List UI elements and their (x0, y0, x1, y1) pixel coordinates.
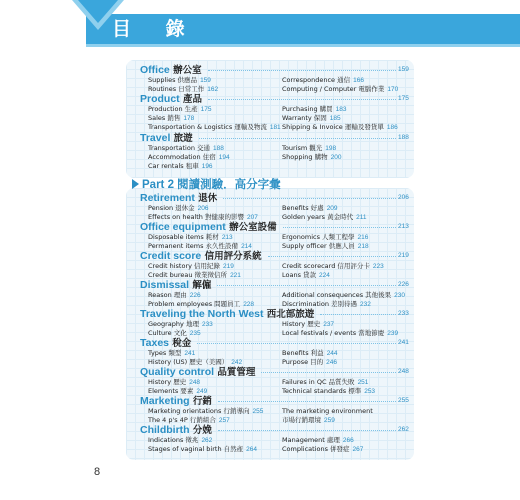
entry-label: Shipping & Invoice 運輸及發貨單 (282, 123, 384, 131)
section-title-zh: 辦公室 (169, 65, 202, 76)
section-title-en: Marketing (140, 395, 190, 407)
entry-page-number: 219 (223, 263, 234, 270)
toc-entry[interactable] (282, 407, 373, 416)
entry-label: Ergonomics 人類工程學 (282, 233, 355, 241)
entry-page-number: 267 (352, 446, 364, 453)
entry-page-number: 218 (357, 243, 369, 250)
toc-entry[interactable] (282, 123, 398, 132)
entry-page-number: 198 (325, 145, 337, 152)
section-title-zh: 分娩 (189, 425, 212, 436)
entry-label: Culture 文化 (148, 329, 187, 337)
entry-page-number: 162 (207, 86, 219, 93)
entry-label: Disposable items 耗材 (148, 233, 219, 241)
entry-page-number: 246 (326, 359, 338, 366)
toc-entry[interactable] (282, 144, 336, 153)
entry-page-number: 159 (200, 77, 211, 84)
entry-page-number: 185 (329, 115, 341, 122)
toc-entry[interactable] (282, 204, 338, 213)
section-page-number: 241 (398, 339, 409, 346)
entry-label: Transportation & Logistics 運輸及物流 (148, 123, 267, 131)
toc-entry[interactable] (282, 153, 341, 162)
section-title-zh: 行銷 (189, 396, 212, 407)
entry-page-number: 242 (231, 359, 243, 366)
section-title-zh: 辦公室設備 (225, 222, 277, 233)
entry-page-number: 239 (387, 330, 399, 337)
toc-entry[interactable] (148, 76, 211, 85)
toc-entry[interactable] (148, 436, 212, 445)
entry-page-number: 257 (218, 417, 230, 424)
entry-page-number: 262 (201, 437, 213, 444)
section-page-number: 262 (398, 426, 409, 433)
toc-entry[interactable] (282, 349, 338, 358)
entry-page-number: 200 (330, 154, 342, 161)
entry-label: Stages of vaginal birth 自然產 (148, 445, 244, 453)
entry-page-number: 181 (269, 124, 281, 131)
section-page-number: 219 (398, 252, 409, 259)
entry-page-number: 209 (326, 205, 338, 212)
section-page-number: 159 (398, 66, 409, 73)
entry-page-number: 226 (189, 292, 201, 299)
entry-page-number: 214 (241, 243, 252, 250)
entry-page-number: 241 (184, 350, 196, 357)
entry-label: History (US) 歷史（美國） (148, 358, 229, 366)
page-title: 目 錄 (112, 18, 199, 40)
entry-page-number: 249 (196, 388, 208, 395)
entry-label: Warranty 保固 (282, 114, 327, 122)
toc-entry[interactable] (148, 320, 213, 329)
entry-label: Reason 理由 (148, 291, 187, 299)
entry-page-number: 253 (364, 388, 376, 395)
section-page-number: 206 (398, 194, 409, 201)
toc-entry[interactable] (148, 105, 212, 114)
section-title-en: Quality control (140, 366, 215, 378)
toc-entry[interactable] (282, 105, 347, 114)
section-title-en: Childbirth (140, 424, 190, 436)
toc-entry[interactable] (282, 114, 341, 123)
dotted-leader (218, 401, 396, 402)
entry-label: History 歷史 (148, 378, 187, 386)
toc-entry[interactable] (148, 407, 263, 416)
entry-page-number: 264 (246, 446, 258, 453)
entry-page-number: 235 (189, 330, 201, 337)
section-title-en: Traveling the North West (140, 308, 264, 320)
entry-label: Correspondence 通信 (282, 76, 351, 84)
entry-page-number: 211 (356, 214, 367, 221)
toc-entry[interactable] (148, 233, 233, 242)
toc-entry[interactable] (282, 436, 354, 445)
toc-entry[interactable] (148, 144, 224, 153)
entry-page-number: 186 (386, 124, 398, 131)
dotted-leader (268, 256, 396, 257)
entry-page-number: 244 (326, 350, 338, 357)
toc-entry[interactable] (282, 262, 384, 271)
toc-entry[interactable] (148, 378, 200, 387)
entry-label: Elements 要素 (148, 387, 194, 395)
toc-entry[interactable] (148, 123, 281, 132)
entry-page-number: 221 (230, 272, 241, 279)
entry-label: Credit bureau 徵業徵信所 (148, 271, 228, 279)
section-title-zh: 品質管理 (214, 367, 256, 378)
section-title-zh: 產品 (179, 94, 202, 105)
dotted-leader (218, 430, 396, 431)
toc-entry[interactable] (148, 114, 194, 123)
entry-label: Failures in QC 品質失敗 (282, 378, 355, 386)
dotted-leader (208, 99, 396, 100)
entry-label: Accommodation 住宿 (148, 153, 216, 161)
entry-label: Routines 日常工作 (148, 85, 205, 93)
entry-page-number: 216 (357, 234, 369, 241)
entry-label: The marketing environment (282, 407, 373, 415)
entry-page-number: 232 (360, 301, 371, 308)
entry-page-number: 237 (323, 321, 335, 328)
entry-page-number: 170 (387, 86, 399, 93)
toc-entry[interactable] (148, 291, 201, 300)
entry-label: Benefits 利益 (282, 349, 324, 357)
toc-entry[interactable] (148, 349, 195, 358)
toc-entry[interactable] (148, 262, 234, 271)
entry-label: Geography 地理 (148, 320, 199, 328)
dotted-leader (283, 227, 396, 228)
entry-page-number: 224 (319, 272, 330, 279)
entry-label: Loans 貸款 (282, 271, 317, 279)
section-title-zh: 退休 (194, 193, 218, 204)
entry-label: Credit history 信用紀錄 (148, 262, 221, 270)
page-header (0, 0, 520, 58)
entry-label: Technical standards 標準 (282, 387, 362, 395)
entry-page-number: 228 (243, 301, 255, 308)
entry-label: Computing / Computer 電腦作業 (282, 85, 385, 93)
section-title-zh: 解僱 (189, 280, 212, 291)
section-title-en: Product (140, 93, 180, 105)
entry-label: Sales 銷售 (148, 114, 181, 122)
toc-entry[interactable] (282, 378, 368, 387)
entry-label: Supplies 供應品 (148, 76, 198, 84)
dotted-leader (261, 372, 396, 373)
toc-entry[interactable] (282, 320, 334, 329)
entry-page-number: 251 (357, 379, 369, 386)
section-title-zh: 旅遊 (170, 133, 193, 144)
entry-label: Supply officer 供應人員 (282, 242, 355, 250)
dotted-leader (320, 314, 396, 315)
toc-entry[interactable] (148, 153, 230, 162)
dotted-leader (217, 285, 396, 286)
entry-page-number: 248 (189, 379, 201, 386)
entry-label: The 4 p's 4P 行銷組合 (148, 416, 216, 424)
section-page-number: 233 (398, 310, 409, 317)
entry-label: Credit scorecard 信用評分卡 (282, 262, 370, 270)
toc-entry[interactable] (282, 233, 368, 242)
dotted-leader (208, 70, 396, 71)
toc-entry[interactable] (282, 76, 364, 85)
section-title-en: Office equipment (140, 221, 226, 233)
entry-page-number: 194 (218, 154, 230, 161)
entry-page-number: 223 (372, 263, 384, 270)
section-title-en: Office (140, 64, 170, 76)
entry-page-number: 266 (342, 437, 354, 444)
entry-page-number: 230 (394, 292, 406, 299)
entry-page-number: 175 (200, 106, 212, 113)
entry-page-number: 233 (201, 321, 213, 328)
section-page-number: 188 (398, 134, 409, 141)
section-page-number: 226 (398, 281, 409, 288)
entry-label: Local festivals / events 當地節慶 (282, 329, 385, 337)
entry-label: Complications 併發症 (282, 445, 350, 453)
entry-label: Benefits 好處 (282, 204, 324, 212)
section-title-en: Credit score (140, 250, 202, 262)
toc-entry[interactable] (148, 162, 213, 171)
page-number: 8 (94, 466, 101, 478)
section-title-zh: 西北部旅遊 (263, 309, 315, 320)
section-title-en: Travel (140, 132, 171, 144)
dotted-leader (223, 198, 396, 199)
section-title-en: Dismissal (140, 279, 190, 291)
entry-label: Golden years 黃金時代 (282, 213, 354, 221)
part-title: 閱讀測驗．高分字彙 (177, 177, 281, 191)
entry-label: Types 類型 (148, 349, 182, 357)
entry-label: Marketing orientations 行銷導向 (148, 407, 250, 415)
toc-entry[interactable] (148, 204, 209, 213)
entry-page-number: 206 (197, 205, 209, 212)
entry-page-number: 255 (252, 408, 264, 415)
entry-label: Transportation 交通 (148, 144, 211, 152)
section-title-en: Retirement (140, 192, 195, 204)
entry-label: 市場行銷環境 (282, 416, 321, 424)
part-label (142, 177, 281, 192)
entry-page-number: 196 (201, 163, 213, 170)
toc-entry[interactable] (282, 445, 363, 454)
triangle-icon (132, 179, 139, 189)
section-title-zh: 信用評分系統 (201, 251, 262, 262)
dotted-leader (199, 138, 396, 139)
section-title-zh: 稅金 (169, 338, 192, 349)
entry-label: Management 處理 (282, 436, 340, 444)
entry-page-number: 207 (246, 214, 258, 221)
entry-label: Effects on health 對健康的影響 (148, 213, 244, 221)
section-page-number: 255 (398, 397, 409, 404)
section-page-number: 175 (398, 95, 409, 102)
header-band-edge (86, 44, 520, 47)
entry-label: Indications 徵兆 (148, 436, 199, 444)
entry-label: Car rentals 租車 (148, 162, 199, 170)
section-page-number: 213 (398, 223, 409, 230)
toc-entry[interactable] (148, 445, 257, 454)
entry-label: Discrimination 差別待遇 (282, 300, 358, 308)
entry-label: Tourism 觀光 (282, 144, 323, 152)
entry-label: History 歷史 (282, 320, 321, 328)
entry-page-number: 188 (213, 145, 224, 152)
entry-label: Additional consequences 其他後果 (282, 291, 392, 299)
entry-label: Permanent items 永久性設備 (148, 242, 239, 250)
entry-page-number: 213 (221, 234, 233, 241)
entry-page-number: 178 (183, 115, 195, 122)
section-page-number: 248 (398, 368, 409, 375)
section-title-en: Taxes (140, 337, 169, 349)
toc-entry[interactable] (282, 291, 405, 300)
entry-page-number: 259 (324, 417, 335, 424)
entry-label: Purchasing 購買 (282, 105, 333, 113)
part-number: Part 2 (142, 179, 174, 191)
dotted-leader (197, 343, 396, 344)
entry-page-number: 166 (353, 77, 364, 84)
entry-label: Production 生產 (148, 105, 198, 113)
entry-label: Pension 退休金 (148, 204, 195, 212)
entry-label: Problem employees 問題員工 (148, 300, 241, 308)
entry-label: Shopping 購物 (282, 153, 328, 161)
entry-label: Purpose 目的 (282, 358, 324, 366)
entry-page-number: 183 (335, 106, 347, 113)
